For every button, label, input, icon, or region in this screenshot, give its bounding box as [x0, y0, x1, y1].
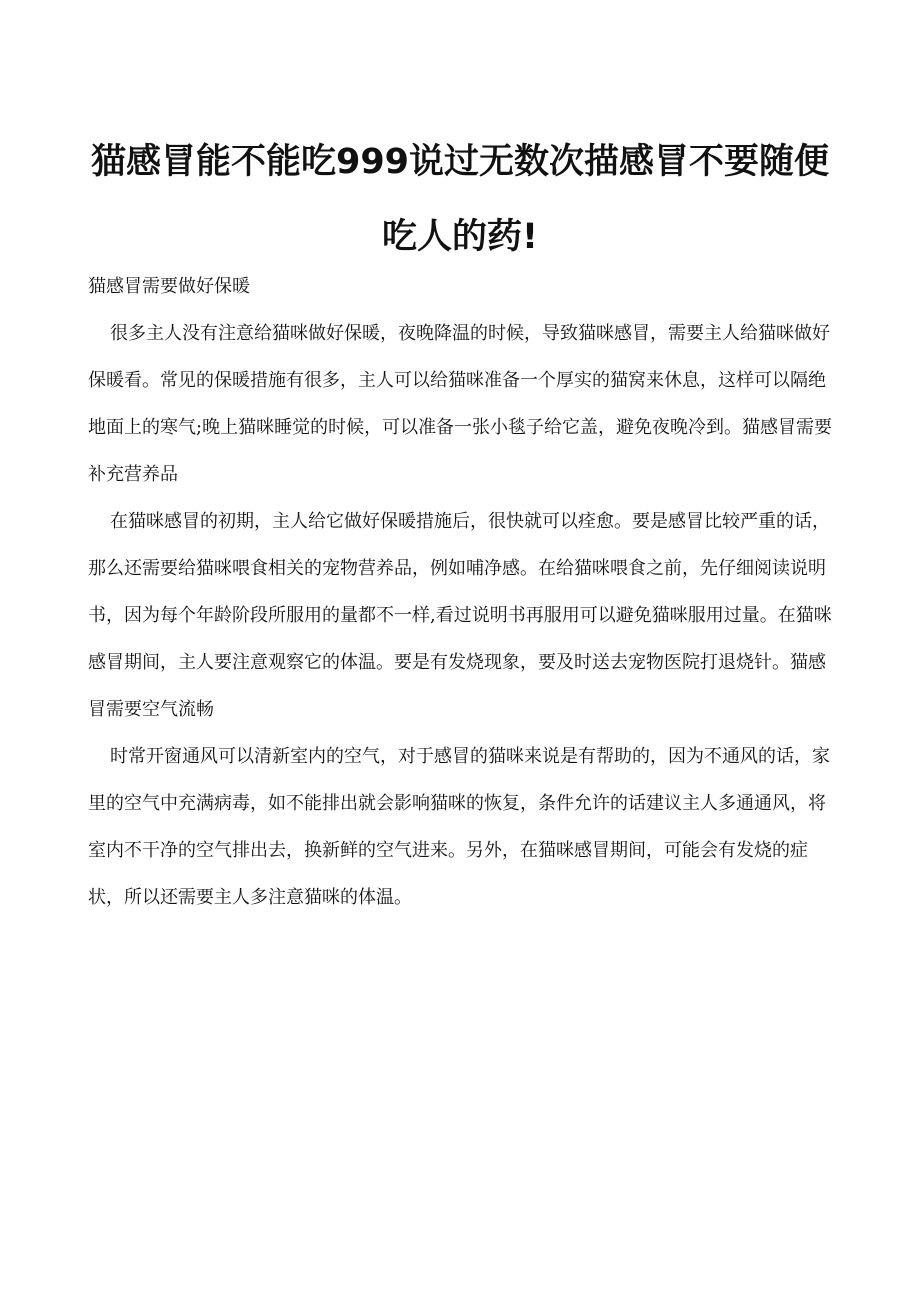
document-title-line-2: 吃人的药!: [382, 217, 538, 257]
paragraph-warmth: 很多主人没有注意给猫咪做好保暖，夜晚降温的时候，导致猫咪感冒，需要主人给猫咪做好保暖看。常见的保暖措施有很多，主人可以给猫咪准备一个厚实的猫窝来休息，这样可以隔绝地面上的寒气;晚上猫咪睡觉的时候，可以准备一张小毯子给它盖，避免夜晚冷到。猫感冒需要补充营养品: [88, 323, 833, 485]
paragraph-nutrition: 在猫咪感冒的初期，主人给它做好保暖措施后，很快就可以痊愈。要是感冒比较严重的话，那么还需要给猫咪喂食相关的宠物营养品，例如哺净感。在给猫咪喂食之前，先仔细阅读说明书，因为每个年龄阶段所服用的量都不一样,看过说明书再服用可以避免猫咪服用过量。在猫咪感冒期间，主人要注意观察它的体温。要是有发烧现象，要及时送去宠物医院打退烧针。猫感冒需要空气流畅: [88, 511, 832, 720]
paragraph-ventilation: 时常开窗通风可以清新室内的空气，对于感冒的猫咪来说是有帮助的，因为不通风的话，家里的空气中充满病毒，如不能排出就会影响猫咪的恢复，条件允许的话建议主人多通通风，将室内不干净的空气排出去，换新鲜的空气进来。另外，在猫咪感冒期间，可能会有发烧的症状，所以还需要主人多注意猫咪的体温。: [88, 746, 830, 908]
document-title-line-1: 猫感冒能不能吃999说过无数次描感冒不要随便: [90, 142, 830, 182]
section-heading-warmth: 猫感冒需要做好保暖: [88, 276, 250, 297]
